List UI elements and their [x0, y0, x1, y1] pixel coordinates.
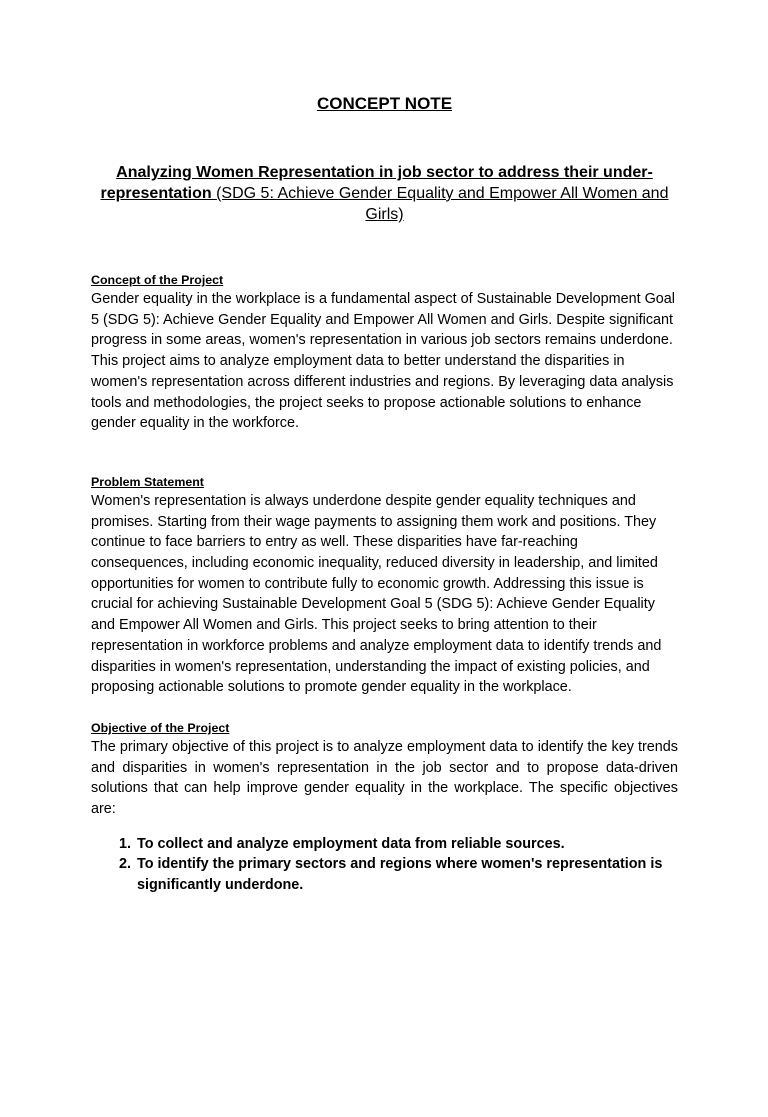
section-problem-statement — [91, 474, 678, 698]
list-item: 1. To collect and analyze employment data from reliable sources. — [135, 834, 678, 855]
list-item: 2. To identify the primary sectors and regions where women's representation is significantly underdone. — [135, 854, 678, 895]
subtitle-sdg: (SDG 5: Achieve Gender Equality and Empower All Women and Girls) — [216, 185, 669, 223]
subtitle-main: Analyzing Women Representation in job sector to address their under-representation — [100, 164, 653, 202]
document-page — [0, 93, 768, 1117]
section-body-objective: The primary objective of this project is to analyze employment data to identify the key trends and disparities in women's representation in the job sector and to propose data-driven solutions that can help improve gender equality in the workplace. The specific objectives are: — [91, 738, 678, 818]
section-body-concept: Gender equality in the workplace is a fundamental aspect of Sustainable Development Goal 5 (SDG 5): Achieve Gender Equality and Empower All Women and Girls. Despite significant progress in some areas, women's representation in various job sectors remains underdone. This project aims to analyze employment data to better understand the disparities in women's representation across different industries and regions. By leveraging data analysis tools and methodologies, the project seeks to propose actionable solutions to enhance gender equality in the workforce. — [91, 291, 675, 432]
objectives-list — [91, 834, 678, 896]
section-concept — [91, 272, 678, 434]
section-body-problem: Women's representation is always underdone despite gender equality techniques and promises. Starting from their wage payments to assigning them work and positions. They continue to face barriers to entry as well. These disparities have far-reaching consequences, including economic inequality, reduced diversity in leadership, and limited opportunities for women to contribute fully to economic growth. Addressing this issue is crucial for achieving Sustainable Development Goal 5 (SDG 5): Achieve Gender Equality and Empower All Women and Girls. This project seeks to bring attention to their representation in workforce problems and analyze employment data to identify trends and disparities in women's representation, understanding the impact of existing policies, and proposing actionable solutions to promote gender equality in the workplace. — [91, 492, 662, 696]
document-subtitle — [91, 162, 678, 225]
section-objective — [91, 720, 678, 896]
document-title: CONCEPT NOTE — [316, 94, 453, 113]
section-heading-objective: Objective of the Project — [91, 720, 230, 735]
section-heading-concept: Concept of the Project — [91, 273, 224, 287]
section-heading-problem: Problem Statement — [91, 474, 204, 489]
